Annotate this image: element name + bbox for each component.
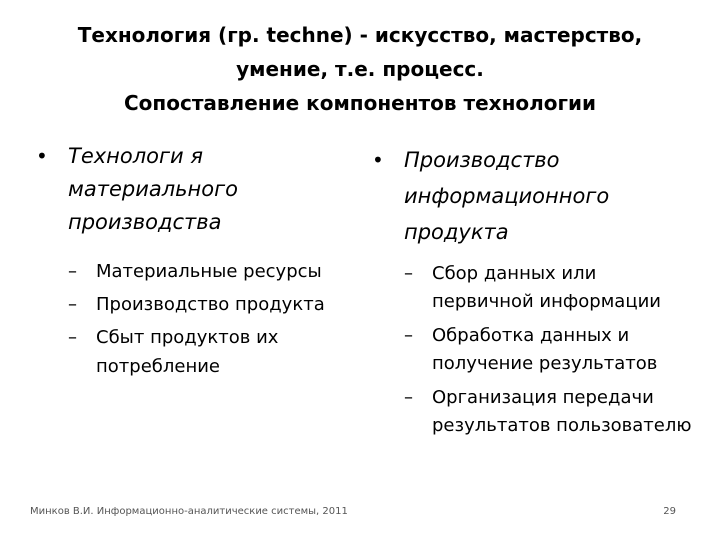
right-heading: Производство информационного продукта — [404, 148, 610, 244]
bullet-icon: • — [36, 144, 48, 168]
list-item — [404, 260, 702, 316]
footer-author: Минков В.И. Информационно-аналитические системы, 2011 — [30, 506, 348, 517]
right-sub-list — [372, 260, 702, 440]
right-main-bullet — [372, 142, 702, 250]
list-item — [68, 290, 366, 319]
list-item — [404, 322, 702, 378]
list-item-text: Организация передачи результатов пользователю — [432, 387, 692, 436]
bullet-icon: • — [372, 148, 384, 172]
title-line-2: умение, т.е. процесс. — [236, 57, 484, 81]
dash-icon: – — [68, 327, 77, 348]
dash-icon: – — [404, 387, 413, 408]
left-main-bullet — [36, 140, 366, 239]
slide-title — [20, 18, 700, 120]
dash-icon: – — [404, 325, 413, 346]
list-item-text: Обработка данных и получение результатов — [432, 325, 658, 374]
list-item-text: Материальные ресурсы — [96, 261, 322, 282]
left-column — [36, 140, 366, 385]
left-sub-list — [36, 257, 366, 381]
dash-icon: – — [404, 263, 413, 284]
list-item — [404, 384, 702, 440]
left-heading: Технологи я материального производства — [68, 144, 238, 234]
dash-icon: – — [68, 261, 77, 282]
page-number: 29 — [663, 506, 676, 517]
title-line-1: Технология (гр. techne) - искусство, мастерство, — [77, 23, 643, 47]
dash-icon: – — [68, 294, 77, 315]
title-line-3: Сопоставление компонентов технологии — [123, 91, 596, 115]
list-item — [68, 323, 366, 381]
list-item — [68, 257, 366, 286]
list-item-text: Сбор данных или первичной информации — [432, 263, 661, 312]
list-item-text: Производство продукта — [96, 294, 325, 315]
list-item-text: Сбыт продуктов их потребление — [96, 327, 279, 377]
right-column — [372, 142, 702, 446]
